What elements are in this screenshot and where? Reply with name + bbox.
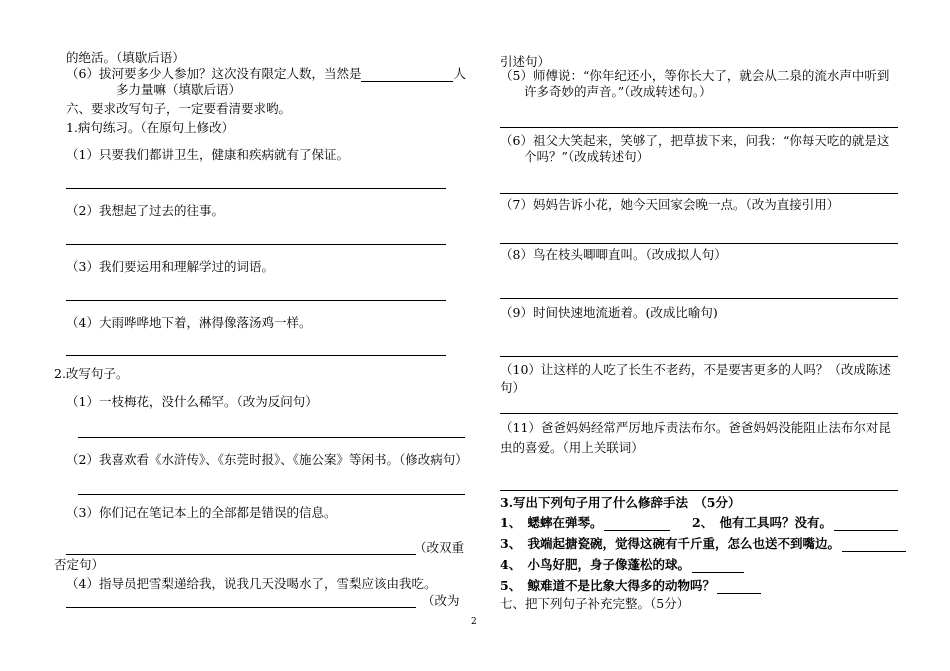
sentence-item: （4）指导员把雪梨递给我，说我几天没喝水了，雪梨应该由我吃。 [66,576,437,591]
subsection-heading: 2.改写句子。 [54,366,129,381]
instruction-tail: （改双重 [414,540,465,555]
answer-line[interactable] [500,127,898,128]
answer-line[interactable] [66,355,446,356]
answer-line[interactable] [500,193,898,194]
sentence-item: （3）我们要运用和理解学过的词语。 [66,259,274,274]
rhetoric-question-4: 4、 小鸟好肥，身子像蓬松的球。 [500,557,690,572]
sentence-item: （2）我喜欢看《水浒传》、《东莞时报》、《施公案》等闲书。（修改病句） [66,452,468,467]
answer-line[interactable] [78,437,465,438]
rhetoric-question-1: 1、 蟋蟀在弹琴。 [500,515,603,530]
answer-line[interactable] [500,413,898,414]
sentence-item: （4）大雨哗哗地下着，淋得像落汤鸡一样。 [66,315,312,330]
question-6-text: （6）拔河要多少人参加？这次没有限定人数，当然是 [66,66,362,81]
sentence-item: （6）祖父大笑起来，笑够了，把草拔下来，问我：“你每天吃的就是这 [500,133,890,148]
sentence-item: 个吗？”（改成转述句） [524,149,650,164]
answer-line[interactable] [500,356,898,357]
rhetoric-question-row [500,515,670,531]
answer-blank[interactable] [842,551,906,552]
text-line: 多力量嘛（填歇后语） [116,82,242,97]
text-line: 引述句） [500,54,551,69]
answer-line[interactable] [78,494,465,495]
sentence-item: （2）我想起了过去的往事。 [66,203,224,218]
question-6 [66,66,466,82]
sentence-item: （3）你们记在笔记本上的全部都是错误的信息。 [66,505,337,520]
sentence-item: 许多奇妙的声音。”（改成转述句。） [524,84,712,99]
answer-line[interactable] [66,554,416,555]
instruction-tail: （改为 [422,593,460,608]
answer-blank[interactable] [692,572,744,573]
sentence-item: （7）妈妈告诉小花，她今天回家会晚一点。（改为直接引用） [500,197,840,212]
section-heading: 七、把下列句子补充完整。（5分） [500,596,690,611]
sentence-item: （11）爸爸妈妈经常严厉地斥责法布尔。爸爸妈妈没能阻止法布尔对昆 [500,420,891,435]
page-number: 2 [471,617,477,627]
sentence-item: （10）让这样的人吃了长生不老药，不是要害更多的人吗？（改成陈述 [500,362,891,377]
answer-line[interactable] [500,298,898,299]
subsection-heading: 1.病句练习。（在原句上修改） [66,120,235,135]
sentence-item: （1）一枝梅花，没什么稀罕。（改为反问句） [66,394,318,409]
answer-blank[interactable] [604,530,670,531]
text-line: 的绝活。（填歇后语） [66,50,185,65]
answer-line[interactable] [66,188,446,189]
rhetoric-question-row [500,578,761,594]
sentence-item: 虫的喜爱。（用上关联词） [500,440,644,455]
rhetoric-question-row [500,536,906,552]
rhetoric-question-row [692,515,898,531]
rhetoric-question-5: 5、 鲸难道不是比象大得多的动物吗？ [500,578,715,593]
instruction-tail: 否定句） [54,557,105,572]
rhetoric-question-2: 2、 他有工具吗？没有。 [692,515,832,530]
answer-line[interactable] [66,607,416,608]
answer-line[interactable] [66,244,446,245]
sentence-item: （5）师傅说：“你年纪还小，等你长大了，就会从二泉的流水声中听到 [500,68,890,83]
sentence-item: 句） [500,380,526,395]
sentence-item: （1）只要我们都讲卫生，健康和疾病就有了保证。 [66,147,349,162]
section-heading: 六、要求改写句子，一定要看清要求哟。 [66,101,292,116]
rhetoric-question-3: 3、 我端起搪瓷碗，觉得这碗有千斤重，怎么也送不到嘴边。 [500,536,840,551]
answer-line[interactable] [500,490,898,491]
sentence-item: （8）鸟在枝头唧唧直叫。（改成拟人句） [500,247,727,262]
subsection-heading: 3.写出下列句子用了什么修辞手法 （5分） [500,495,741,510]
sentence-item: （9）时间快速地流逝着。(改成比喻句) [500,305,718,320]
rhetoric-question-row [500,557,744,573]
answer-blank[interactable] [717,593,761,594]
answer-blank[interactable] [361,81,453,82]
question-6-tail: 人 [453,66,466,81]
answer-line[interactable] [66,300,446,301]
answer-line[interactable] [500,243,898,244]
answer-blank[interactable] [834,530,898,531]
